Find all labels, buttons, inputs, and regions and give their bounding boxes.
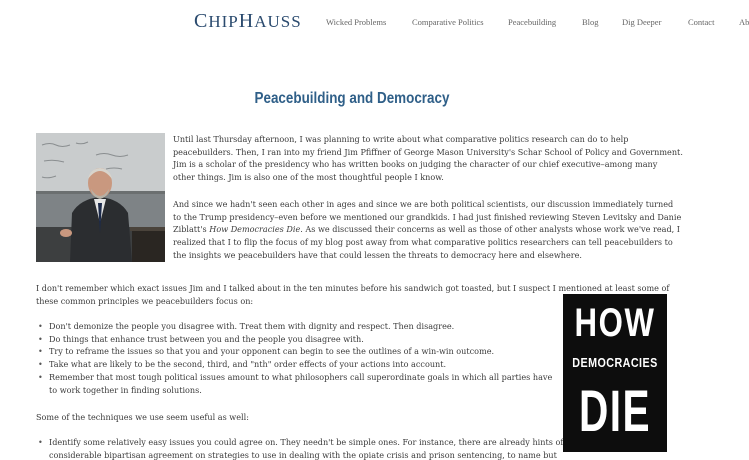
paragraph-line: to the Trump presidency–even before we mentioned our grandkids. I had just finished reviewing Steven Levitsky and Danie xyxy=(173,211,682,222)
paragraph-line: the insights we peacebuilders have that could lessen the threats to democracy here and elsewhere. xyxy=(173,249,582,260)
list-item xyxy=(36,320,552,333)
nav-contact[interactable]: Contact xyxy=(688,17,715,27)
list-item xyxy=(36,345,552,358)
paragraph-line: peacebuilders. Then, I ran into my friend Jim Pfiffner of George Mason University's Schar School of Policy and Government. xyxy=(173,146,683,157)
list-item-text: • Identify some relatively easy issues you could agree on. They needn't be simple ones. For instance, there are already hints of xyxy=(49,437,564,447)
list-item xyxy=(36,371,552,396)
list-item xyxy=(36,358,552,371)
nav-blog[interactable]: Blog xyxy=(582,17,599,27)
paragraph-intro xyxy=(173,133,683,184)
text-fragment: Ziblatt's xyxy=(173,224,210,235)
list-item-text: to work together in finding solutions. xyxy=(49,384,202,395)
main-nav xyxy=(0,17,749,31)
techniques-list xyxy=(36,436,563,460)
site-header xyxy=(0,0,749,42)
list-item-text: considerable bipartisan agreement on strategies to use in dealing with the opiate crisis and prison sentencing, to name but xyxy=(49,449,557,460)
book-cover-image xyxy=(563,294,667,452)
book-title-reference: How Democracies Die. xyxy=(209,224,303,235)
text-fragment: As we discussed their concerns as well as those of other analysts whose work we've read, I xyxy=(302,224,680,235)
paragraph-line: Until last Thursday afternoon, I was planning to write about what comparative politics research can do to help xyxy=(173,134,629,144)
paragraph-line: Some of the techniques we use seem useful as well: xyxy=(36,412,249,422)
paragraph-line: these common principles we peacebuilders focus on: xyxy=(36,295,254,306)
list-item-text: • Do things that enhance trust between you and the people you disagree with. xyxy=(49,333,364,344)
book-cover-word: HOW xyxy=(574,301,656,345)
list-item xyxy=(36,333,552,346)
site-logo[interactable]: CHIPHAUSS xyxy=(194,10,302,32)
nav-peacebuilding[interactable]: Peacebuilding xyxy=(508,17,557,27)
book-cover-word: DIE xyxy=(579,379,651,444)
book-cover-word: DEMOCRACIES xyxy=(572,356,658,370)
article-title: Peacebuilding and Democracy xyxy=(254,90,450,107)
nav-wicked-problems[interactable]: Wicked Problems xyxy=(326,17,387,27)
list-item-text: • Try to reframe the issues so that you and your opponent can begin to see the outlines of a win-win outcome. xyxy=(49,346,495,357)
paragraph-techniques-intro xyxy=(36,411,249,424)
paragraph-line: realized that I to flip the focus of my blog post away from what comparative politics researchers can tell peacebuilders to xyxy=(173,237,673,248)
list-item-text: • Don't demonize the people you disagree with. Treat them with dignity and respect. Then disagree. xyxy=(49,321,455,331)
list-item-text: • Remember that most tough political issues amount to what philosophers call superordinate goals in which all parties have xyxy=(49,371,553,382)
paragraph-line: And since we hadn't seen each other in ages and since we are both political scientists, our discussion immediately turned xyxy=(173,199,674,209)
paragraph-line: I don't remember which exact issues Jim and I talked about in the ten minutes before his sandwich got toasted, but I suspect I mentioned at least some of xyxy=(36,283,670,293)
nav-about[interactable]: Ab xyxy=(739,17,749,27)
paragraph-line: other things. Jim is also one of the most thoughtful people I know. xyxy=(173,172,444,183)
nav-comparative-politics[interactable]: Comparative Politics xyxy=(412,17,484,27)
principles-list xyxy=(36,320,552,396)
list-item-text: • Take what are likely to be the second, third, and "nth" order effects of your actions into account. xyxy=(49,359,447,370)
author-photo xyxy=(36,133,165,262)
paragraph-line xyxy=(173,223,681,236)
list-item xyxy=(36,436,563,460)
paragraph-line: Jim is a scholar of the presidency who has written books on judging the character of our chief executive–among many xyxy=(173,159,658,170)
paragraph-discussion xyxy=(173,198,681,262)
speaker-at-lectern-image xyxy=(36,133,165,262)
nav-dig-deeper[interactable]: Dig Deeper xyxy=(622,17,662,27)
